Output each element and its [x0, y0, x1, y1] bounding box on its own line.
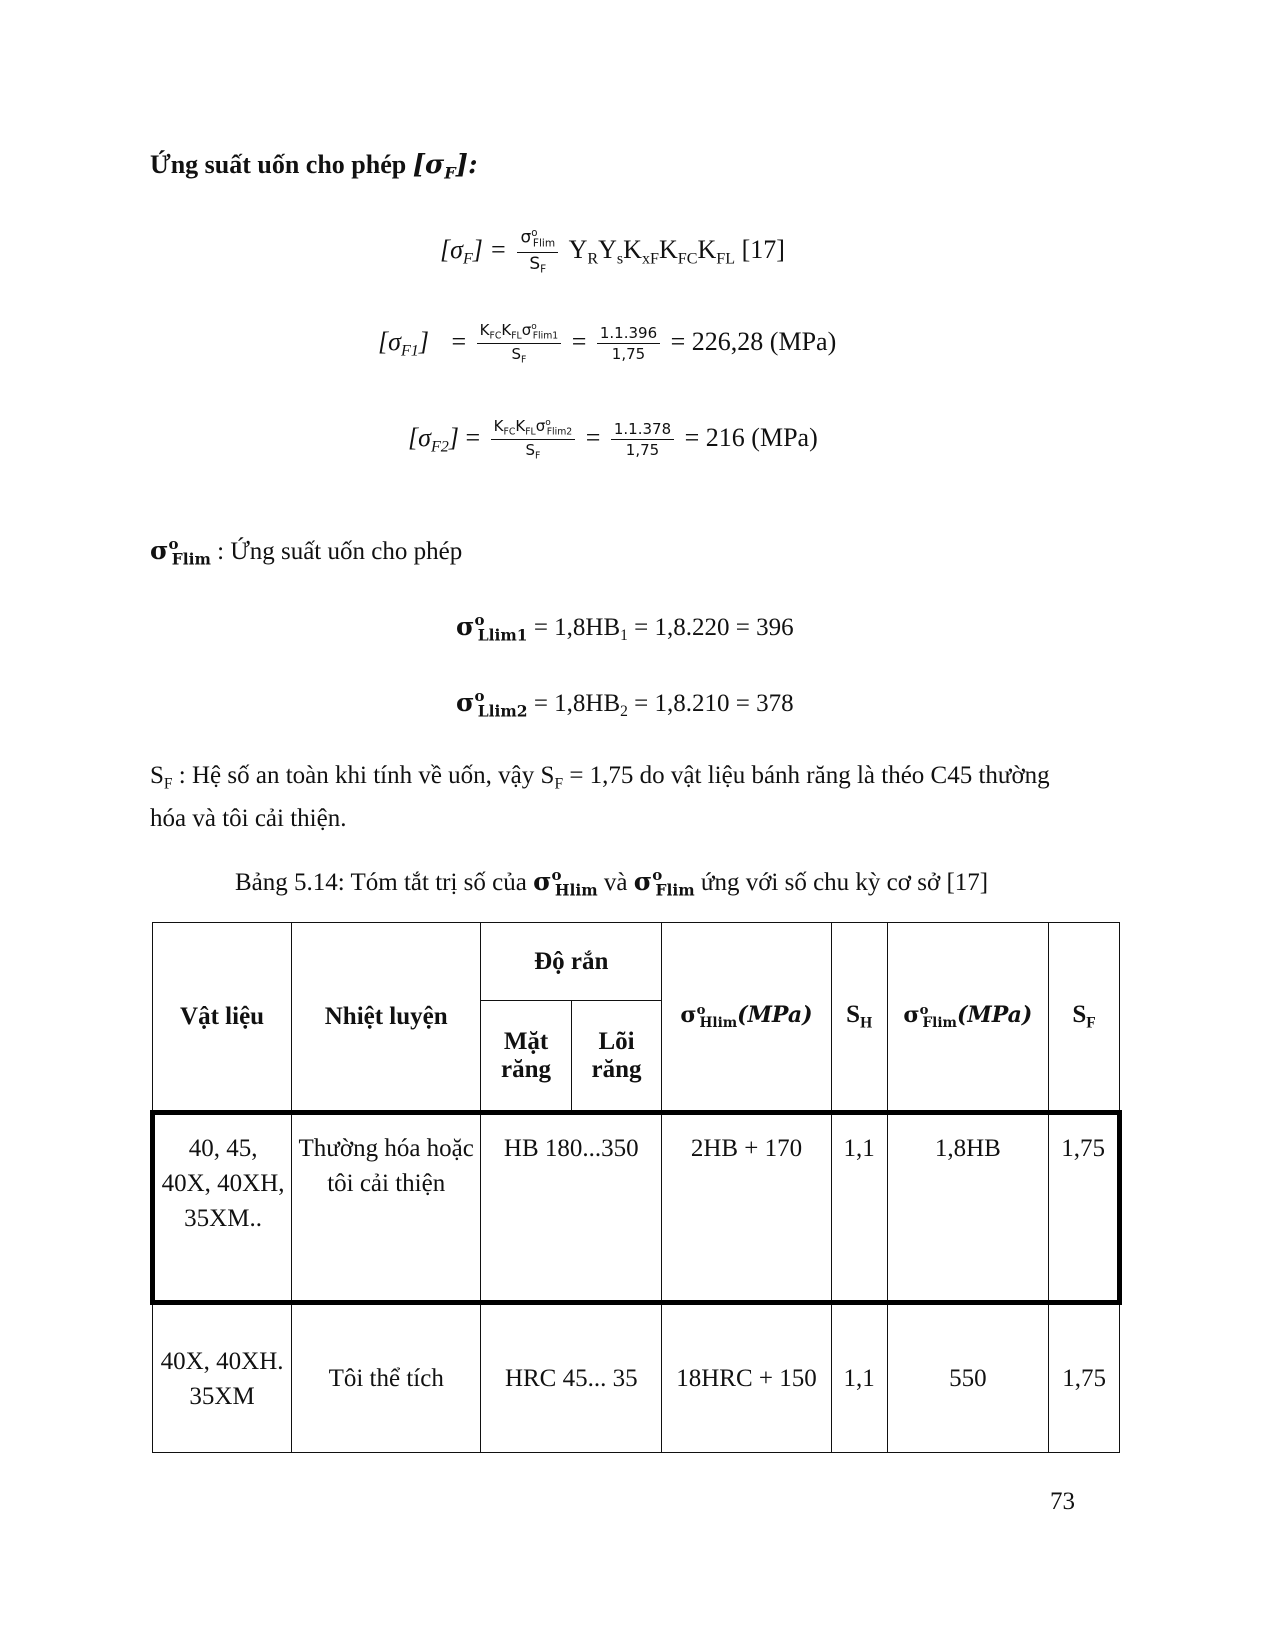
definition-sigma-flim: $\sigma^o_{Flim}$ : Ứng suất uốn cho phép — [150, 535, 463, 569]
cell-sh: 1,1 — [831, 1303, 887, 1453]
header-core-hardness: Lõi răng — [571, 1001, 661, 1113]
formula-allowable-bending-stress: $[\sigma_F]$ = $\frac{\sigma^o_{Flim}}{S_F}$ $Y_RY_sK_{xF}K_{FC}K_{FL}$ [17] — [440, 227, 785, 276]
sf-paragraph: $S_F$ : Hệ số an toàn khi tính về uốn, vậy $S_F = 1,75$ do vật liệu bánh răng là théo C45 thường hóa và tôi cải thiện. — [150, 762, 1050, 833]
cell-sh: 1,1 — [831, 1113, 887, 1303]
table-caption: Bảng 5.14: Tóm tắt trị số của $\sigma^o_{Hlim}$ và $\sigma^o_{Flim}$ ứng với số chu kỳ cơ sở [17] — [235, 866, 989, 900]
table-row — [153, 1113, 1120, 1303]
fraction: $\frac{K_{FC}K_{FL}\sigma^o_{Flim1}}{S_F}$ — [477, 322, 562, 366]
header-sh: $S_H$ — [831, 923, 887, 1113]
formula-llim1: $\sigma^o_{Llim1} = 1,8HB_1 = 1,8.220 = 396$ — [456, 611, 794, 645]
cell-material: 40X, 40XH. 35XM — [153, 1303, 292, 1453]
table-row — [153, 1303, 1120, 1453]
cell-sigma-f: 1,8HB — [887, 1113, 1049, 1303]
header-surface-hardness: Mặt răng — [481, 1001, 571, 1113]
header-material: Vật liệu — [153, 923, 292, 1113]
formula-llim2: $\sigma^o_{Llim2} = 1,8HB_2 = 1,8.210 = 378$ — [456, 687, 794, 721]
header-hardness: Độ rắn — [481, 923, 662, 1001]
section-heading: Ứng suất uốn cho phép $[\sigma_F]$: — [150, 150, 478, 183]
stress-limit-table — [150, 922, 1122, 1453]
cell-sf: 1,75 — [1049, 1113, 1120, 1303]
fraction: $\frac{K_{FC}K_{FL}\sigma^o_{Flim2}}{S_F}$ — [491, 418, 576, 462]
cell-sigma-h: 18HRC + 150 — [662, 1303, 832, 1453]
cell-heat: Tôi thể tích — [292, 1303, 481, 1453]
page-number: 73 — [1050, 1488, 1075, 1515]
fraction: $\frac{\sigma^o_{Flim}}{S_F}$ — [517, 228, 558, 276]
cell-sf: 1,75 — [1049, 1303, 1120, 1453]
header-heat-treatment: Nhiệt luyện — [292, 923, 481, 1113]
header-sf: $S_F$ — [1049, 923, 1120, 1113]
cell-sigma-f: 550 — [887, 1303, 1049, 1453]
cell-hardness: HB 180...350 — [481, 1113, 662, 1303]
cell-hardness: HRC 45... 35 — [481, 1303, 662, 1453]
header-sigma-flim: $\sigma^o_{Flim}(MPa)$ — [887, 923, 1049, 1113]
formula-sigma-f2: $[\sigma_{F2}]$ = $\frac{K_{FC}K_{FL}\sigma^o_{Flim2}}{S_F}$ = $\frac{1.1.378}{1,75}$ = 216 (MPa) — [408, 417, 818, 462]
header-sigma-hlim: $\sigma^o_{Hlim}(MPa)$ — [662, 923, 832, 1113]
fraction: $\frac{1.1.396}{1,75}$ — [597, 325, 660, 363]
formula-sigma-f1: $[\sigma_{F1}]$ = $\frac{K_{FC}K_{FL}\sigma^o_{Flim1}}{S_F}$ = $\frac{1.1.396}{1,75}$ = 226,28 (MPa) — [378, 321, 837, 366]
table-header-row — [153, 923, 1120, 1001]
fraction: $\frac{1.1.378}{1,75}$ — [611, 421, 674, 459]
cell-material: 40, 45, 40X, 40XH, 35XM.. — [153, 1113, 292, 1303]
cell-heat: Thường hóa hoặc tôi cải thiện — [292, 1113, 481, 1303]
cell-sigma-h: 2HB + 170 — [662, 1113, 832, 1303]
